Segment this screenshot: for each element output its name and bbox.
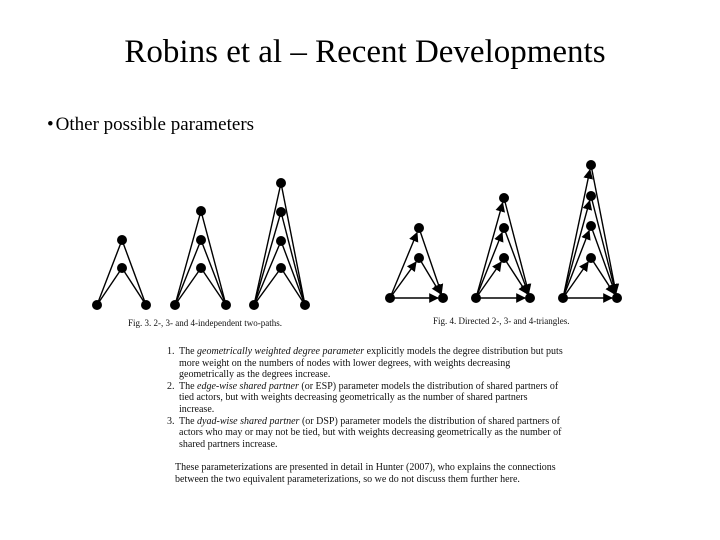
node xyxy=(586,160,596,170)
node xyxy=(117,263,127,273)
directed-edge xyxy=(504,198,529,293)
node xyxy=(438,293,448,303)
paper-excerpt xyxy=(160,346,565,486)
node xyxy=(586,253,596,263)
node xyxy=(499,193,509,203)
figure-4-caption: Fig. 4. Directed 2-, 3- and 4-triangles. xyxy=(433,316,570,326)
directed-edge xyxy=(563,201,590,298)
node xyxy=(385,293,395,303)
edge xyxy=(201,211,226,305)
list-item: 1. The geometrically weighted degree parameter explicitly models the degree distribution but puts more weight on the numbers of nodes with lower degrees, with weights decreasing geometrically as the degrees increase. xyxy=(177,346,565,381)
bullet-item xyxy=(47,114,254,136)
figure-3-caption: Fig. 3. 2-, 3- and 4-independent two-paths. xyxy=(128,318,282,328)
parameter-term: edge-wise shared partner xyxy=(197,380,299,392)
list-item: 3. The dyad-wise shared partner (or DSP) parameter models the distribution of shared partners of actors who may or may not be tied, but with weights decreasing geometrically as the number of shared partners increase. xyxy=(177,416,565,451)
directed-edge xyxy=(476,203,503,298)
independent-two-paths-diagram xyxy=(92,178,310,310)
node xyxy=(170,300,180,310)
slide-title: Robins et al – Recent Developments xyxy=(124,34,606,70)
node xyxy=(471,293,481,303)
network-figures xyxy=(80,160,640,335)
node xyxy=(276,263,286,273)
edge xyxy=(281,212,305,305)
node xyxy=(612,293,622,303)
node xyxy=(414,253,424,263)
node xyxy=(276,207,286,217)
node xyxy=(558,293,568,303)
directed-triangles-diagram xyxy=(385,160,622,303)
closing-paragraph: These parameterizations are presented in detail in Hunter (2007), who explains the connections between the two equivalent parameterizations, so we do not discuss them further here. xyxy=(175,462,556,485)
bullet-marker: • xyxy=(47,114,54,135)
node xyxy=(92,300,102,310)
node xyxy=(414,223,424,233)
node xyxy=(586,191,596,201)
parameter-list xyxy=(160,346,565,450)
node xyxy=(196,235,206,245)
node xyxy=(117,235,127,245)
directed-edge xyxy=(591,196,616,293)
node xyxy=(276,178,286,188)
node xyxy=(499,223,509,233)
directed-edge xyxy=(563,231,589,298)
parameter-term: geometrically weighted degree parameter xyxy=(197,346,365,357)
edge xyxy=(254,212,281,305)
edge xyxy=(175,211,201,305)
node xyxy=(499,253,509,263)
node xyxy=(586,221,596,231)
bullet-text: Other possible parameters xyxy=(55,114,255,135)
node xyxy=(276,236,286,246)
node xyxy=(196,263,206,273)
node xyxy=(249,300,259,310)
directed-edge xyxy=(419,258,440,294)
node xyxy=(300,300,310,310)
node xyxy=(196,206,206,216)
list-item: 2. The edge-wise shared partner (or ESP) parameter models the distribution of shared partners of tied actors, but with weights decreasing geometrically as the number of shared partners increase. xyxy=(177,381,565,416)
parameter-term: dyad-wise shared partner xyxy=(197,415,300,427)
node xyxy=(221,300,231,310)
node xyxy=(525,293,535,303)
node xyxy=(141,300,151,310)
